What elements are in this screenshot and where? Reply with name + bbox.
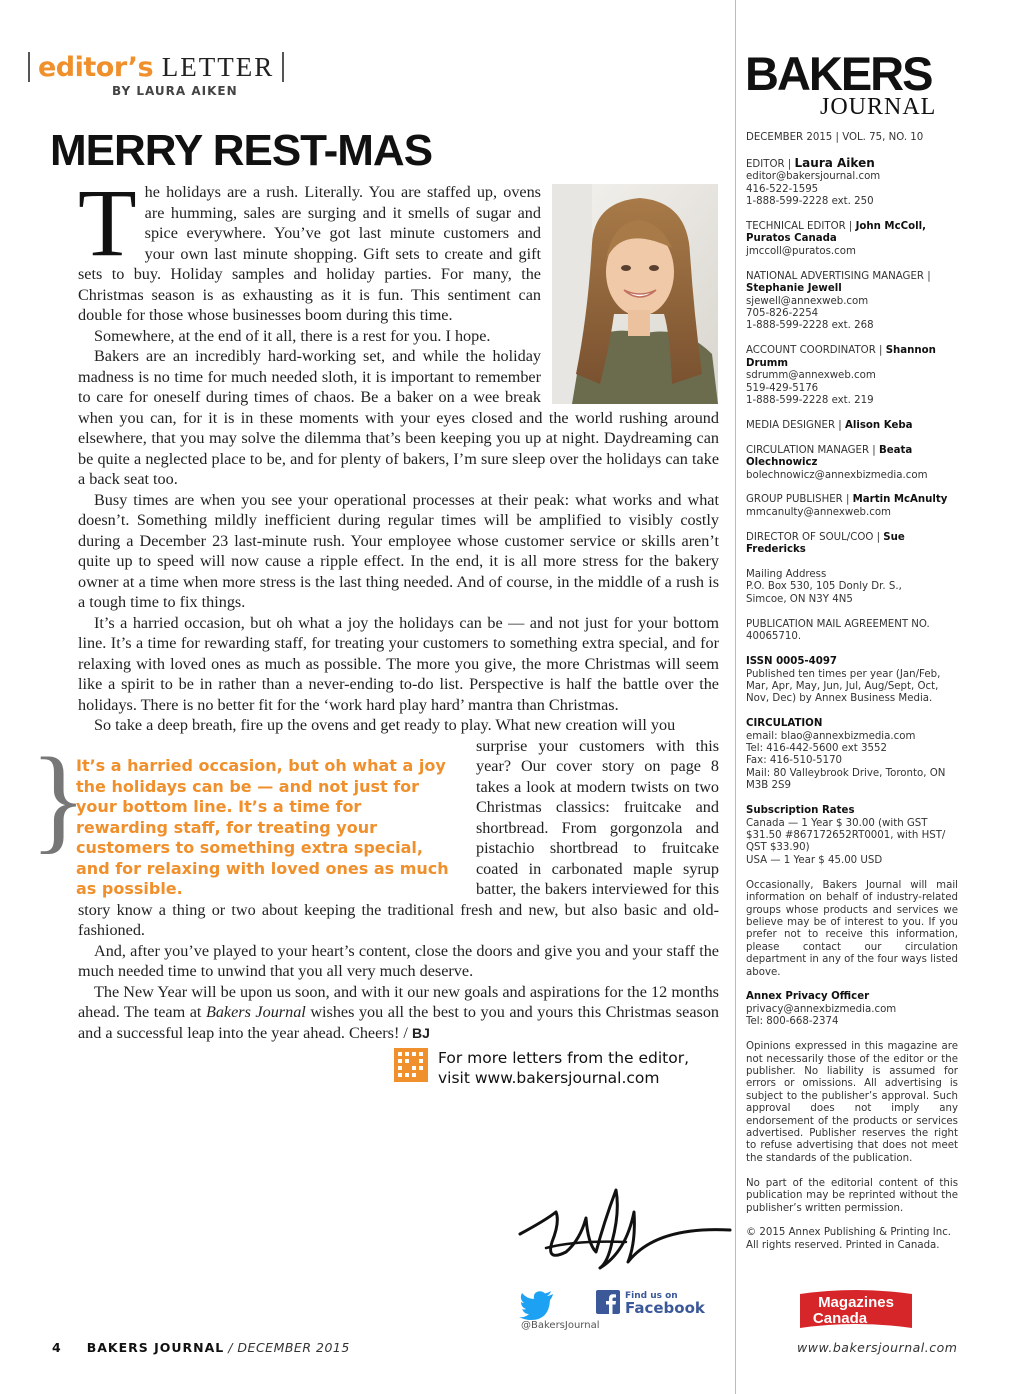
footer-website[interactable]: www.bakersjournal.com: [797, 1340, 958, 1355]
staff-circulation-manager: [746, 445, 958, 482]
staff-group-publisher: [746, 494, 958, 519]
dir-role: DIRECTOR OF SOUL/COO |: [746, 531, 881, 543]
circulation-tel: Tel: 416-442-5600 ext 3552: [746, 743, 887, 755]
paragraph-8-b: wishes you all the best to you and yours this Christmas season and a successful leap into the year ahead. Cheers! /: [78, 1003, 720, 1042]
privacy-title: Annex Privacy Officer: [746, 991, 870, 1003]
masthead-journal: JOURNAL: [820, 94, 937, 120]
facebook-text: [625, 1290, 705, 1317]
grp-email[interactable]: mmcanulty@annexweb.com: [746, 506, 891, 518]
circ-manager-email[interactable]: bolechnowicz@annexbizmedia.com: [746, 469, 928, 481]
paragraph-8-a: The New Year will be upon us soon, and with it our new goals and aspirations for the 12 months ahead. The team at: [78, 982, 719, 1021]
twitter-bird-icon: [519, 1290, 555, 1320]
paragraph-8: [78, 982, 719, 1044]
kicker-editors: editor’s: [38, 51, 154, 83]
footer-left: [52, 1340, 350, 1355]
footer-date: / DECEMBER 2015: [228, 1340, 350, 1355]
paragraph-4: Busy times are when you see your operational processes at their peak: what works and what doesn’t. Something mildly inefficient during regular times will be amplified to visibly costly during a December 23 last-minute rush. Your employee whose customer service or skills aren’t quite up to speed will now cause a ripple effect. In the end, it is all more stress for the bakery owner at a time when more stress is the last thing needed. And of course, in the middle of a rush is a tough time to fix things.: [78, 490, 719, 611]
dir-name: Sue Fredericks: [746, 531, 905, 556]
media-name: Alison Keba: [845, 419, 913, 431]
pullquote-brace: }: [30, 733, 87, 864]
media-role: MEDIA DESIGNER |: [746, 419, 842, 431]
facebook-link[interactable]: [596, 1290, 705, 1317]
magazine-name-italic: Bakers Journal: [205, 1003, 306, 1021]
mail-line-2: Simcoe, ON N3Y 4N5: [746, 593, 853, 605]
twitter-handle[interactable]: @BakersJournal: [521, 1320, 600, 1331]
staff-director: [746, 532, 958, 557]
kicker-bar-right: [282, 52, 284, 82]
editor-phone-2: 1-888-599-2228 ext. 250: [746, 196, 874, 208]
issue-info: DECEMBER 2015 | VOL. 75, NO. 10: [746, 132, 924, 143]
paragraph-5: It’s a harried occasion, but oh what a joy the holidays can be — and not just for your bottom line. It’s a time for rewarding staff, for treating your customers to something extra special, and for relaxing with loved ones as much as possible. The more you give, the more Christmas will seem like a spirit to be in rather than a never-ending to-do list. Perspective is half the battle over the holidays. There is no better fit for the ‘work hard play hard’ mantra than Christmas.: [78, 613, 719, 714]
subscription-block: [746, 805, 958, 867]
magazines-canada-logo: [800, 1288, 912, 1332]
kicker-letter: LETTER: [161, 51, 275, 82]
staff-account-coordinator: [746, 345, 958, 407]
facebook-icon: [596, 1290, 620, 1314]
signoff-bj: BJ: [411, 1024, 430, 1041]
staff-advertising: [746, 271, 958, 333]
issn-description: Published ten times per year (Jan/Feb, Mar, Apr, May, Jun, Jul, Aug/Sept, Oct, Nov, Dec) by Annex Business Media.: [746, 668, 941, 705]
mail-line-1: P.O. Box 530, 105 Donly Dr. S.,: [746, 581, 902, 593]
privacy-tel: Tel: 800-668-2374: [746, 1016, 839, 1028]
copyright-line-1: © 2015 Annex Publishing & Printing Inc.: [746, 1227, 952, 1239]
editor-role: EDITOR |: [746, 158, 792, 170]
promo-text: [438, 1048, 689, 1088]
column-divider: [735, 0, 736, 1394]
promo-line-1: For more letters from the editor,: [438, 1049, 690, 1067]
headline: MERRY REST-MAS: [50, 126, 433, 175]
adv-phone-1: 705-826-2254: [746, 307, 819, 319]
paragraph-7: And, after you’ve played to your heart’s content, close the doors and give you and your staff the much needed time to unwind that you all very much deserve.: [78, 941, 719, 980]
circulation-email[interactable]: email: blao@annexbizmedia.com: [746, 730, 916, 742]
publication-mail: PUBLICATION MAIL AGREEMENT NO. 40065710.: [746, 618, 930, 643]
magazines-canada-line-1: Magazines: [818, 1294, 894, 1311]
paragraph-1-text: he holidays are a rush. Literally. You are staffed up, ovens are humming, sales are surging and it smells of sugar and spice everywhere. You’ve got last minute customers and your own last minute shopping. Gift sets to create and gift sets to buy. Holiday samples and holiday parties. For many, the Christmas season is as exhausting as it is fun. This sentiment can double for those whose businesses boom during this time.: [78, 183, 541, 324]
pullquote: It’s a harried occasion, but oh what a joy the holidays can be — and not just for your bottom line. It’s a time for rewarding staff, for treating your customers to something extra special, and for relaxing with loved ones as much as possible.: [76, 756, 449, 898]
privacy-block: [746, 991, 958, 1028]
masthead-sidebar: [746, 132, 958, 1265]
page-number: 4: [52, 1340, 61, 1355]
acct-role: ACCOUNT COORDINATOR |: [746, 345, 883, 357]
copyright-line-2: All rights reserved. Printed in Canada.: [746, 1239, 940, 1251]
paragraph-2: Somewhere, at the end of it all, there is a rest for you. I hope.: [94, 326, 491, 345]
circ-name: Beata Olechnowicz: [746, 444, 913, 469]
paragraph-6a: So take a deep breath, fire up the ovens and get ready to play. What new creation will you: [94, 716, 676, 734]
acct-phone-2: 1-888-599-2228 ext. 219: [746, 394, 874, 406]
privacy-email[interactable]: privacy@annexbizmedia.com: [746, 1003, 897, 1015]
editor-phone-1: 416-522-1595: [746, 183, 819, 195]
paragraph-6b: surprise your customers with this year? Our cover story on page 8 takes a look at modern twists on two Christmas classics: fruitcake and shortbread. From gorgonzola and pistachio shortbread to fruitcake coated in carbonated maple syrup batter, the bakers interviewed for this story know a thing or two about keeping the traditional fresh and new, but also basic and old-fashioned.: [78, 736, 719, 939]
staff-media-designer: [746, 420, 958, 432]
promo-line-2[interactable]: visit www.bakersjournal.com: [438, 1069, 660, 1087]
mail-title: Mailing Address: [746, 569, 827, 581]
facebook-big-text: Facebook: [625, 1299, 705, 1317]
facebook-small-text: Find us on: [625, 1291, 678, 1301]
adv-role: NATIONAL ADVERTISING MANAGER |: [746, 270, 931, 282]
copyright-block: [746, 1227, 958, 1252]
reprint-notice: No part of the editorial content of this publication may be reprinted without the publisher’s written permission.: [746, 1177, 958, 1214]
editor-email[interactable]: editor@bakersjournal.com: [746, 171, 881, 183]
subscription-title: Subscription Rates: [746, 805, 855, 817]
tech-email[interactable]: jmccoll@puratos.com: [746, 245, 856, 257]
issn-block: [746, 656, 958, 706]
circulation-title: CIRCULATION: [746, 718, 823, 730]
occasional-mail-notice: Occasionally, Bakers Journal will mail information on behalf of industry-related groups whose products and services we believe may be of interest to you. If you prefer not to receive this information, please contact our circulation department in any of the four ways listed above.: [746, 879, 958, 978]
adv-email[interactable]: sjewell@annexweb.com: [746, 295, 869, 307]
circ-role: CIRCULATION MANAGER |: [746, 444, 876, 456]
circulation-mail: Mail: 80 Valleybrook Drive, Toronto, ON M3B 2S9: [746, 767, 946, 792]
tech-name: John McColl, Puratos Canada: [746, 221, 926, 245]
tech-role: TECHNICAL EDITOR |: [746, 221, 853, 233]
mailing-address: [746, 569, 958, 606]
adv-phone-2: 1-888-599-2228 ext. 268: [746, 320, 874, 332]
opinions-disclaimer: Opinions expressed in this magazine are not necessarily those of the editor or the publisher. No liability is assumed for errors or omissions. All advertising is subject to the publisher’s approval. Such approval does not imply any endorsement of the products or services advertised. Publisher reserves the right to refuse advertising that does not meet the standards of the publication.: [746, 1041, 958, 1164]
grp-name: Martin McAnulty: [852, 494, 948, 506]
adv-name: Stephanie Jewell: [746, 283, 842, 295]
acct-name: Shannon Drumm: [746, 345, 936, 369]
twitter-link[interactable]: [519, 1290, 555, 1324]
grid-icon: [394, 1048, 428, 1082]
circulation-block: [746, 718, 958, 792]
subscription-canada: Canada — 1 Year $ 30.00 (with GST $31.50 #867172652RT0001, with HST/ QST $33.90): [746, 817, 946, 854]
masthead-bakers: BAKERS: [745, 47, 932, 100]
section-kicker: [28, 50, 284, 84]
acct-phone-1: 519-429-5176: [746, 382, 819, 394]
editor-signature: [516, 1182, 732, 1282]
editor-photo: [552, 184, 718, 404]
acct-email[interactable]: sdrumm@annexweb.com: [746, 370, 876, 382]
more-letters-promo[interactable]: [394, 1048, 689, 1088]
byline: BY LAURA AIKEN: [112, 84, 238, 98]
subscription-usa: USA — 1 Year $ 45.00 USD: [746, 854, 883, 866]
staff-editor: [746, 157, 958, 209]
kicker-label: [30, 52, 282, 83]
footer-magazine: BAKERS JOURNAL: [86, 1340, 225, 1355]
circulation-fax: Fax: 416-510-5170: [746, 755, 843, 767]
staff-technical-editor: [746, 221, 958, 258]
issn: ISSN 0005-4097: [746, 656, 838, 668]
grp-role: GROUP PUBLISHER |: [746, 494, 850, 506]
drop-cap: T: [78, 169, 137, 276]
magazines-canada-line-2: Canada: [812, 1310, 868, 1327]
paragraph-3: Bakers are an incredibly hard-working set, and while the holiday madness is no time for much needed sloth, it is important to remember to care for oneself during times of chaos. Be a baker on a wee break when you can, for it is in these moments with your eyes closed and the world rushing around elsewhere, that you may solve the dilemma that’s been keeping you up at night. Daydreaming can be quite a neglected place to be, and for plenty of bakers, I’m sure sleep over the holidays can take a back seat too.: [78, 347, 719, 488]
editor-name: Laura Aiken: [794, 155, 875, 170]
